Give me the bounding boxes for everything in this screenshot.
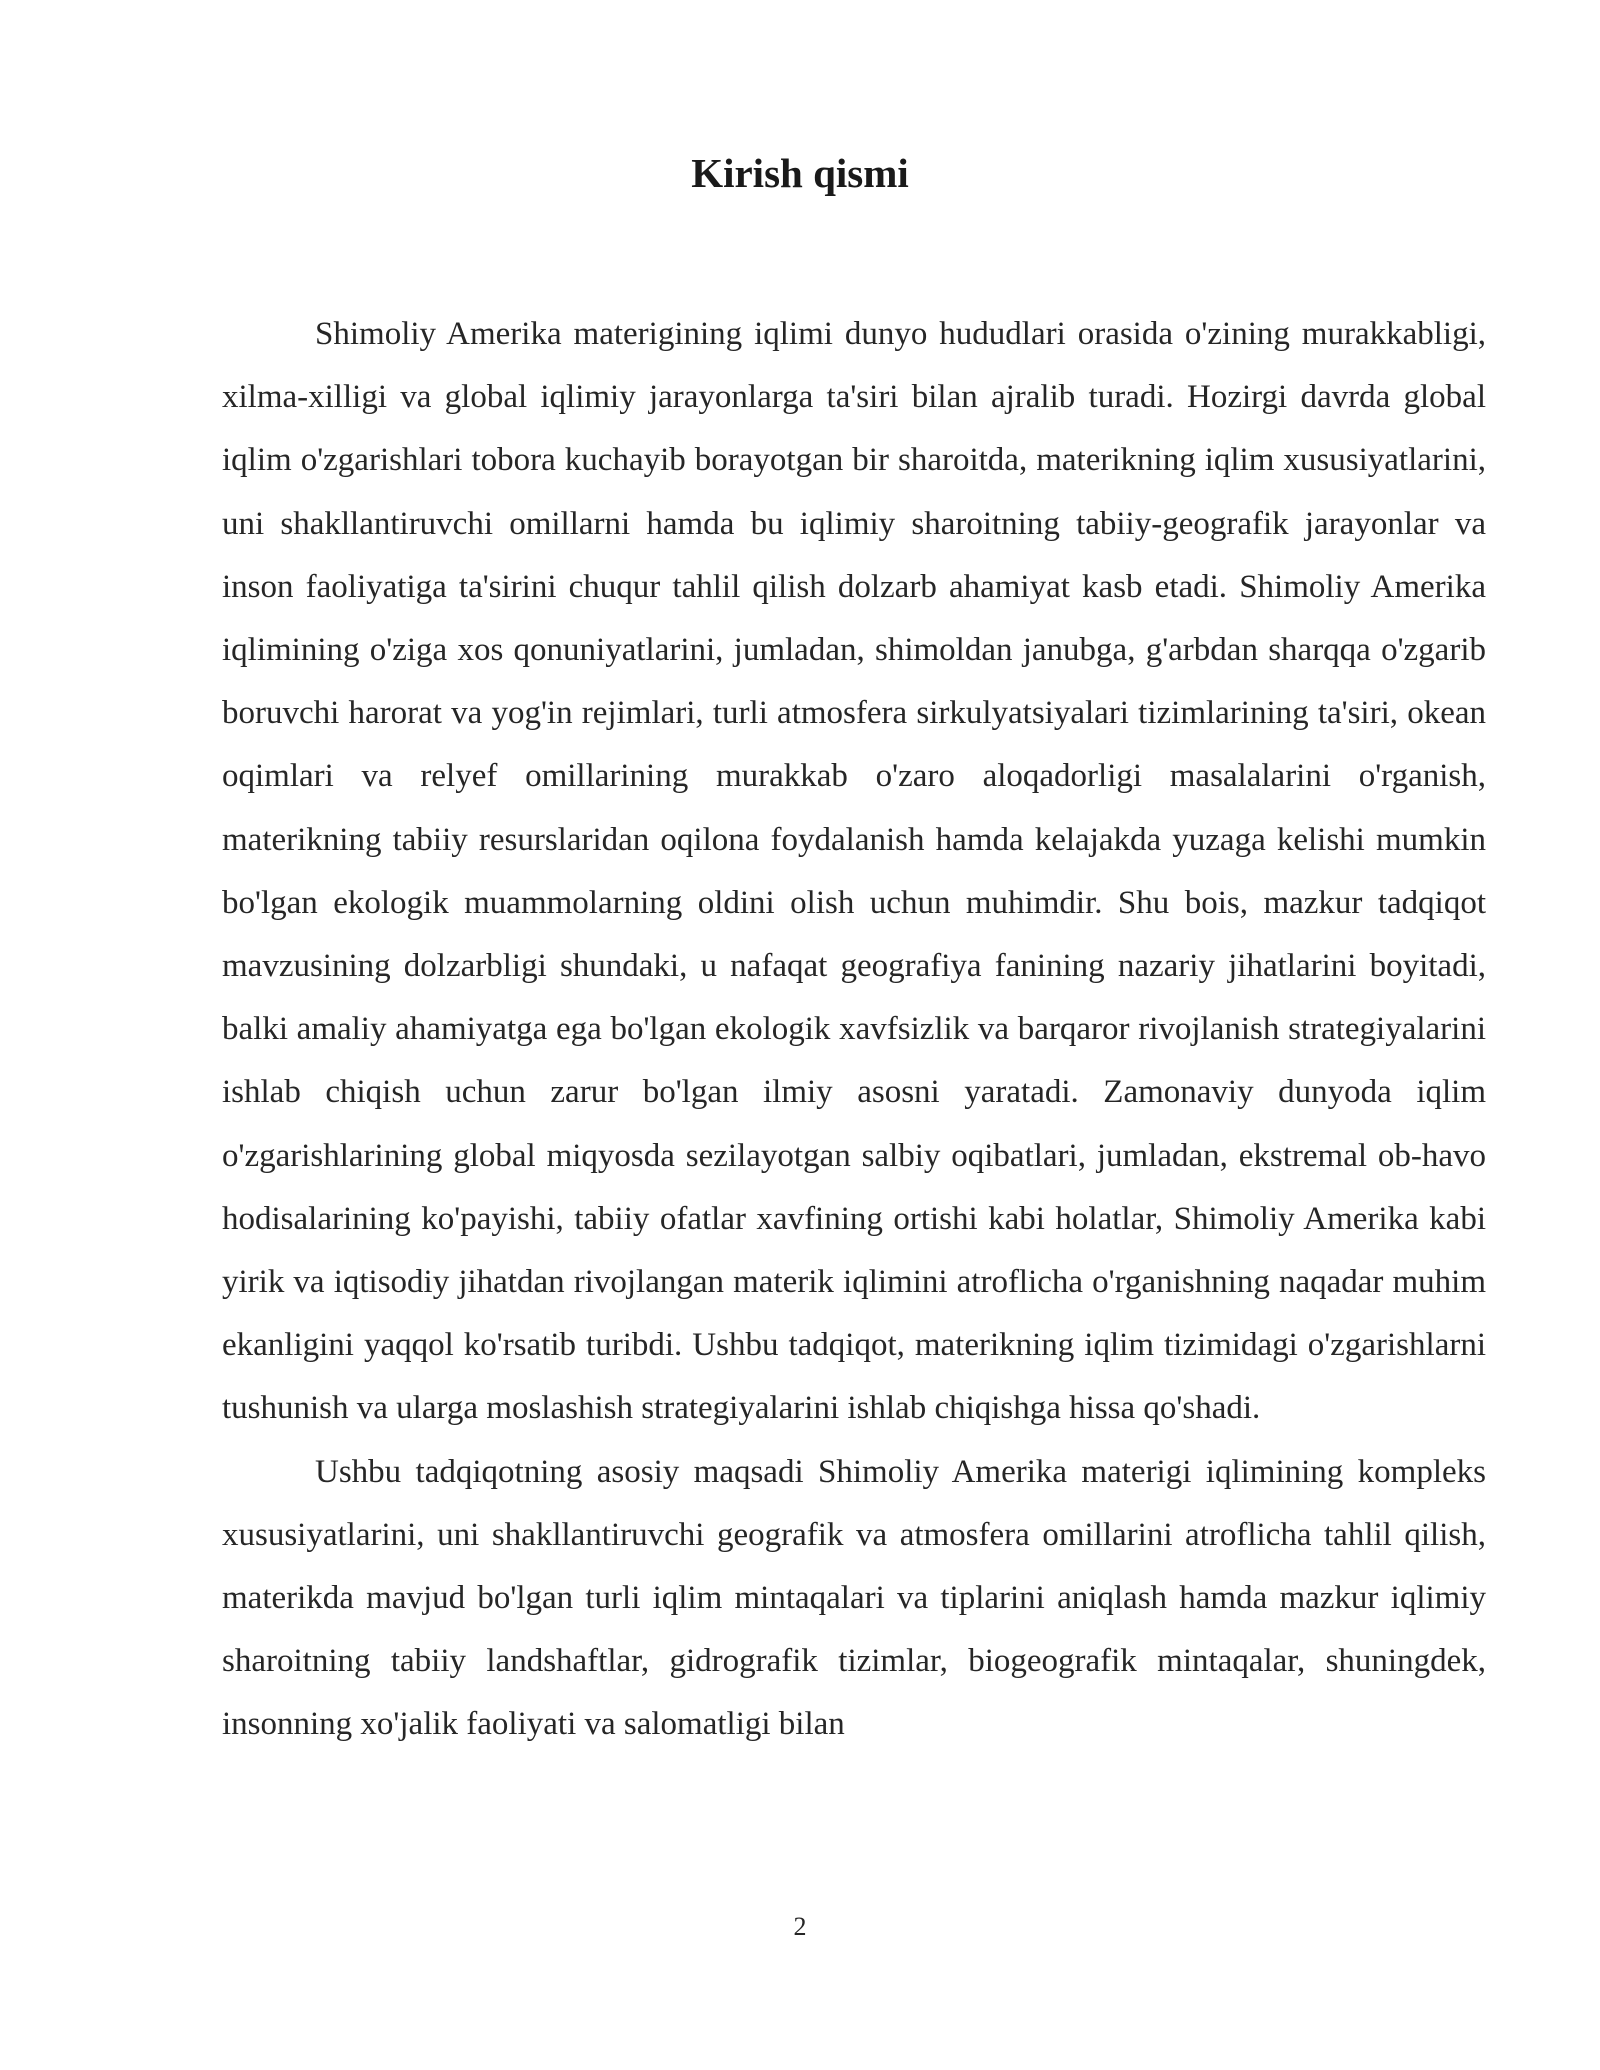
body-text (222, 303, 1486, 1757)
page-number: 2 (793, 1912, 807, 1941)
paragraph-2: Ushbu tadqiqotning asosiy maqsadi Shimoliy Amerika materigi iqlimining kompleks xususiyatlarini, uni shakllantiruvchi geografik va atmosfera omillarini atroflicha tahlil qilish, materikda mavjud bo'lgan turli iqlim mintaqalari va tiplarini aniqlash hamda mazkur iqlimiy sharoitning tabiiy landshaftlar, gidrografik tizimlar, biogeografik mintaqalar, shuningdek, insonning xo'jalik faoliyati va salomatligi bilan (222, 1453, 1486, 1743)
page-title: Kirish qismi (691, 150, 909, 196)
paragraph-1: Shimoliy Amerika materigining iqlimi dunyo hududlari orasida o'zining murakkabligi, xilma-xilligi va global iqlimiy jarayonlarga ta'siri bilan ajralib turadi. Hozirgi davrda global iqlim o'zgarishlari tobora kuchayib borayotgan bir sharoitda, materikning iqlim xususiyatlarini, uni shakllantiruvchi omillarni hamda bu iqlimiy sharoitning tabiiy-geografik jarayonlar va inson faoliyatiga ta'sirini chuqur tahlil qilish dolzarb ahamiyat kasb etadi. Shimoliy Amerika iqlimining o'ziga xos qonuniyatlarini, jumladan, shimoldan janubga, g'arbdan sharqqa o'zgarib boruvchi harorat va yog'in rejimlari, turli atmosfera sirkulyatsiyalari tizimlarining ta'siri, okean oqimlari va relyef omillarining murakkab o'zaro aloqadorligi masalalarini o'rganish, materikning tabiiy resurslaridan oqilona foydalanish hamda kelajakda yuzaga kelishi mumkin bo'lgan ekologik muammolarning oldini olish uchun muhimdir. Shu bois, mazkur tadqiqot mavzusining dolzarbligi shundaki, u nafaqat geografiya fanining nazariy jihatlarini boyitadi, balki amaliy ahamiyatga ega bo'lgan ekologik xavfsizlik va barqaror rivojlanish strategiyalarini ishlab chiqish uchun zarur bo'lgan ilmiy asosni yaratadi. Zamonaviy dunyoda iqlim o'zgarishlarining global miqyosda sezilayotgan salbiy oqibatlari, jumladan, ekstremal ob-havo hodisalarining ko'payishi, tabiiy ofatlar xavfining ortishi kabi holatlar, Shimoliy Amerika kabi yirik va iqtisodiy jihatdan rivojlangan materik iqlimini atroflicha o'rganishning naqadar muhim ekanligini yaqqol ko'rsatib turibdi. Ushbu tadqiqot, materikning iqlim tizimidagi o'zgarishlarni tushunish va ularga moslashish strategiyalarini ishlab chiqishga hissa qo'shadi. (222, 316, 1486, 1427)
